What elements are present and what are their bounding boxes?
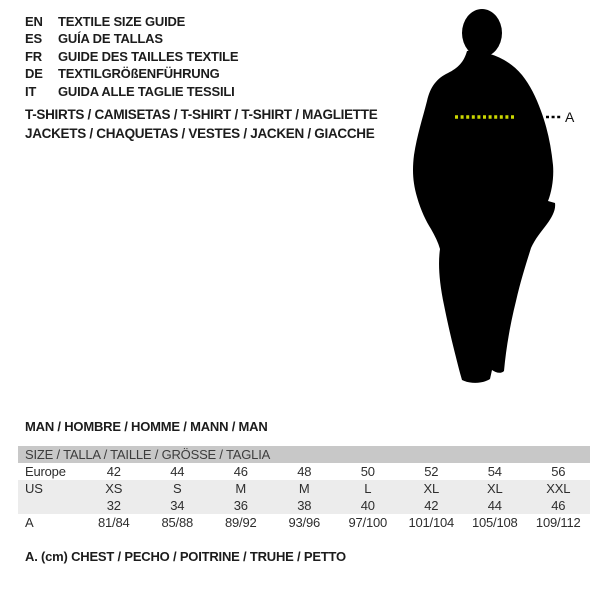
size-cell: 50	[360, 464, 375, 479]
language-row	[25, 48, 238, 65]
language-code: ES	[25, 31, 42, 47]
size-cell: 38	[297, 498, 312, 513]
table-row-us	[18, 480, 590, 497]
row-label: Europe	[25, 464, 66, 479]
size-cell: XS	[105, 481, 123, 496]
size-cell: 48	[297, 464, 312, 479]
silhouette-head	[462, 9, 502, 57]
language-name: GUIDA ALLE TAGLIE TESSILI	[58, 83, 235, 99]
table-header-row: SIZE / TALLA / TAILLE / GRÖSSE / TAGLIA	[18, 446, 590, 463]
language-name: GUÍA DE TALLAS	[58, 31, 163, 47]
size-cell: L	[364, 481, 372, 496]
size-cell: 89/92	[224, 515, 257, 530]
language-row	[25, 65, 238, 82]
size-cell: 101/104	[408, 515, 455, 530]
language-code: IT	[25, 83, 37, 99]
language-code: DE	[25, 66, 43, 82]
size-cell: 34	[170, 498, 185, 513]
man-silhouette	[400, 5, 595, 395]
garment-line-jackets: JACKETS / CHAQUETAS / VESTES / JACKEN / GIACCHE	[25, 126, 375, 141]
size-cell: 56	[551, 464, 566, 479]
size-cell: 52	[424, 464, 439, 479]
size-cell: 36	[233, 498, 248, 513]
section-title: MAN / HOMBRE / HOMME / MANN / MAN	[25, 419, 268, 434]
language-list	[25, 13, 238, 100]
size-cell: 85/88	[161, 515, 194, 530]
size-cell: 44	[170, 464, 185, 479]
size-cell: 54	[487, 464, 502, 479]
size-cell: 46	[551, 498, 566, 513]
size-cell: S	[173, 481, 182, 496]
size-cell: 42	[106, 464, 121, 479]
size-cell: XL	[423, 481, 439, 496]
garment-types	[25, 105, 377, 143]
language-row	[25, 83, 238, 100]
size-cell: XL	[486, 481, 503, 496]
language-row	[25, 13, 238, 30]
size-cell: 81/84	[97, 515, 130, 530]
language-code: FR	[25, 48, 42, 64]
measure-label-a: A	[565, 109, 575, 125]
size-cell: M	[235, 481, 247, 496]
footnote: A. (cm) CHEST / PECHO / POITRINE / TRUHE / PETTO	[25, 549, 346, 564]
language-code: EN	[25, 14, 43, 29]
language-name: TEXTILGRÖßENFÜHRUNG	[58, 66, 220, 82]
size-cell: 40	[360, 498, 375, 513]
row-label	[18, 497, 82, 514]
table-row-numeric	[18, 497, 590, 514]
size-cell: 105/108	[471, 515, 518, 530]
row-label: A	[25, 515, 34, 530]
language-name: TEXTILE SIZE GUIDE	[58, 14, 186, 29]
size-cell: XXL	[546, 481, 571, 496]
table-row-europe	[18, 463, 590, 480]
size-cell: 109/112	[535, 515, 581, 530]
size-cell: 97/100	[348, 515, 388, 530]
row-label: US	[25, 481, 43, 496]
table-row-chest-cm	[18, 514, 590, 532]
size-cell: 42	[424, 498, 439, 513]
size-cell: 44	[487, 498, 502, 513]
size-cell: 93/96	[288, 515, 321, 530]
size-cell: 46	[233, 464, 248, 479]
size-table	[18, 446, 590, 532]
size-cell: M	[298, 481, 310, 496]
size-cell: 32	[106, 498, 121, 513]
language-name: GUIDE DES TAILLES TEXTILE	[58, 48, 239, 64]
language-row	[25, 30, 238, 47]
silhouette-body	[413, 51, 555, 383]
garment-line-tshirts: T-SHIRTS / CAMISETAS / T-SHIRT / T-SHIRT / MAGLIETTE	[25, 107, 378, 122]
